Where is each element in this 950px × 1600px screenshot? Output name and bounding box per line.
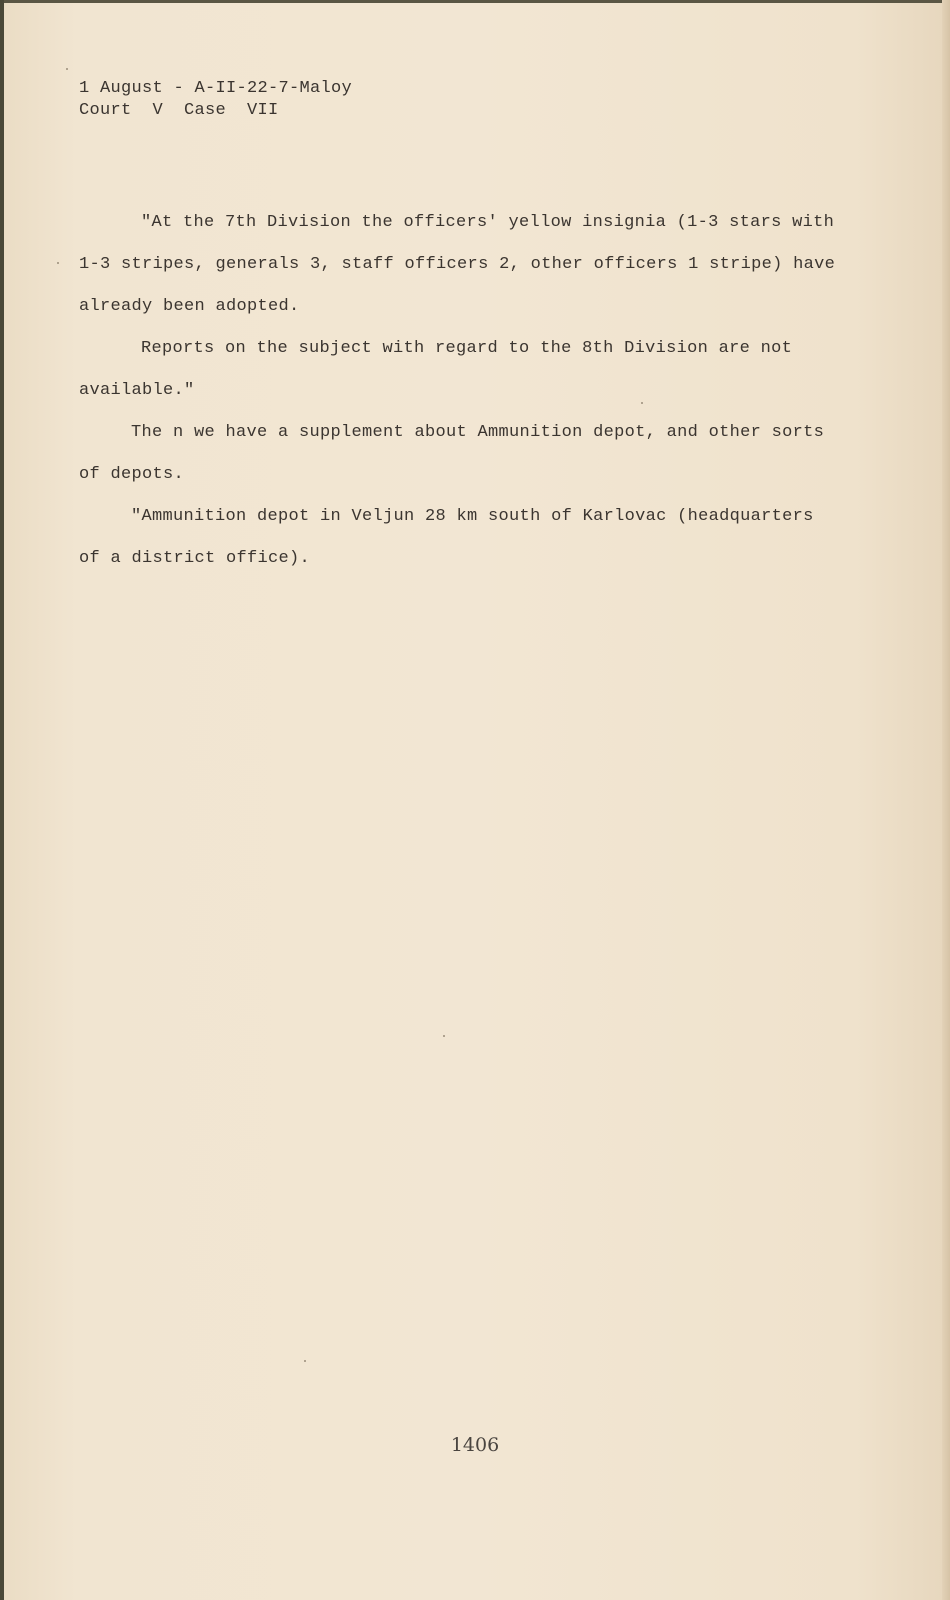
paragraph-2 <box>79 328 839 412</box>
paragraph-3 <box>79 412 839 496</box>
page-edge-left <box>0 0 4 1600</box>
paragraph-line: "Ammunition depot in Veljun 28 km south of Karlovac (headquarters <box>131 507 814 526</box>
paragraph-line: of a district office). <box>79 549 311 568</box>
paragraph-line: 1-3 stripes, generals 3, staff officers 2, other officers 1 stripe) have <box>79 255 836 274</box>
paragraph-1 <box>79 202 839 328</box>
document-header <box>79 78 352 122</box>
header-date-reference: 1 August - A-II-22-7-Maloy <box>79 79 353 98</box>
document-body <box>79 202 839 580</box>
paper-speck <box>641 402 643 404</box>
paper-speck <box>304 1360 306 1362</box>
paper-speck <box>66 68 68 70</box>
paragraph-line: already been adopted. <box>79 297 300 316</box>
page-edge-top <box>0 0 950 3</box>
header-court-case: Court V Case VII <box>79 101 279 120</box>
paragraph-4 <box>79 496 839 580</box>
page-edge-right <box>942 0 950 1600</box>
paper-speck <box>57 262 59 264</box>
paragraph-line: "At the 7th Division the officers' yellow insignia (1-3 stars with <box>141 213 835 232</box>
paragraph-line: Reports on the subject with regard to the 8th Division are not <box>141 339 793 358</box>
paragraph-line: available." <box>79 381 195 400</box>
page-number: 1406 <box>450 1434 500 1456</box>
paragraph-line: The n we have a supplement about Ammunition depot, and other sorts <box>131 423 825 442</box>
paragraph-line: of depots. <box>79 465 185 484</box>
paper-speck <box>443 1035 445 1037</box>
